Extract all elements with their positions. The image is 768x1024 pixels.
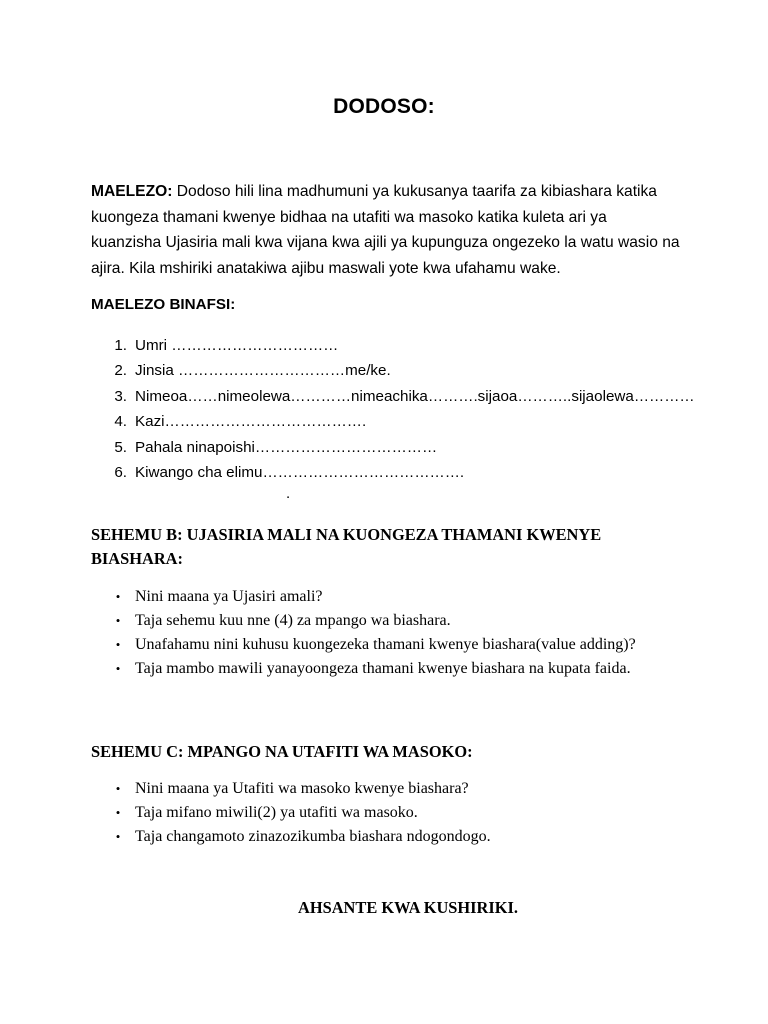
- section-b-list: [91, 585, 691, 681]
- list-item: [91, 609, 691, 633]
- list-item: [91, 657, 691, 681]
- personal-info-heading: MAELEZO BINAFSI:: [91, 296, 236, 313]
- intro-paragraph: [91, 179, 681, 281]
- section-c-heading: SEHEMU C: MPANGO NA UTAFITI WA MASOKO:: [91, 742, 473, 761]
- bullet-icon: •: [115, 781, 121, 796]
- list-item: [91, 333, 711, 358]
- list-item: [91, 585, 691, 609]
- bullet-icon: •: [115, 589, 121, 604]
- list-item: [91, 460, 711, 485]
- question-text: Taja mifano miwili(2) ya utafiti wa masoko.: [135, 804, 418, 821]
- bullet-icon: •: [115, 829, 121, 844]
- list-item: [91, 358, 711, 383]
- question-text: Unafahamu nini kuhusu kuongezeka thamani kwenye biashara(value adding)?: [135, 636, 636, 653]
- item-text: Kazi………………………………….: [135, 413, 367, 431]
- list-item: [91, 384, 711, 409]
- bullet-icon: •: [115, 661, 121, 676]
- question-text: Taja sehemu kuu nne (4) za mpango wa biashara.: [135, 612, 451, 629]
- item-number: 2.: [114, 362, 127, 380]
- item-text: Nimeoa……nimeolewa…………nimeachika……….sijaoa………..sijaolewa…………: [135, 387, 695, 405]
- item-number: 3.: [114, 387, 127, 405]
- list-item: [91, 633, 691, 657]
- list-item: [91, 801, 691, 825]
- list-item: [91, 825, 691, 849]
- closing-text: AHSANTE KWA KUSHIRIKI.: [298, 898, 518, 917]
- item-text: Kiwango cha elimu………………………………….: [135, 464, 465, 482]
- item-number: 5.: [114, 438, 127, 456]
- intro-text: Dodoso hili lina madhumuni ya kukusanya taarifa za kibiashara katika kuongeza thamani kwenye bidhaa na utafiti wa masoko katika kuleta ari ya kuanzisha Ujasiria mali kwa vijana kwa ajili ya kupunguza ongezeko la watu wasio na ajira. Kila mshiriki anatakiwa ajibu maswali yote kwa ufahamu wake.: [91, 183, 680, 277]
- section-b-heading: SEHEMU B: UJASIRIA MALI NA KUONGEZA THAMANI KWENYE BIASHARA:: [91, 525, 602, 568]
- bullet-icon: •: [115, 637, 121, 652]
- bullet-icon: •: [115, 613, 121, 628]
- personal-info-list: [91, 333, 711, 485]
- bullet-icon: •: [115, 805, 121, 820]
- item-number: 1.: [114, 337, 127, 354]
- list-item: [91, 409, 711, 434]
- trailing-dot: .: [286, 485, 291, 502]
- list-item: [91, 777, 691, 801]
- question-text: Taja changamoto zinazozikumba biashara ndogondogo.: [135, 828, 491, 845]
- intro-lead: MAELEZO:: [91, 183, 173, 200]
- question-text: Nini maana ya Utafiti wa masoko kwenye biashara?: [135, 780, 469, 797]
- item-number: 4.: [114, 413, 127, 431]
- item-text: Pahala ninapoishi………………………………: [135, 438, 438, 456]
- document-title: DODOSO:: [333, 95, 435, 118]
- item-text: Umri ……………………………: [135, 337, 339, 354]
- question-text: Taja mambo mawili yanayoongeza thamani kwenye biashara na kupata faida.: [135, 660, 631, 677]
- item-number: 6.: [114, 464, 127, 482]
- item-text: Jinsia ……………………………me/ke.: [135, 362, 391, 380]
- list-item: [91, 435, 711, 460]
- question-text: Nini maana ya Ujasiri amali?: [135, 588, 323, 605]
- section-c-list: [91, 777, 691, 849]
